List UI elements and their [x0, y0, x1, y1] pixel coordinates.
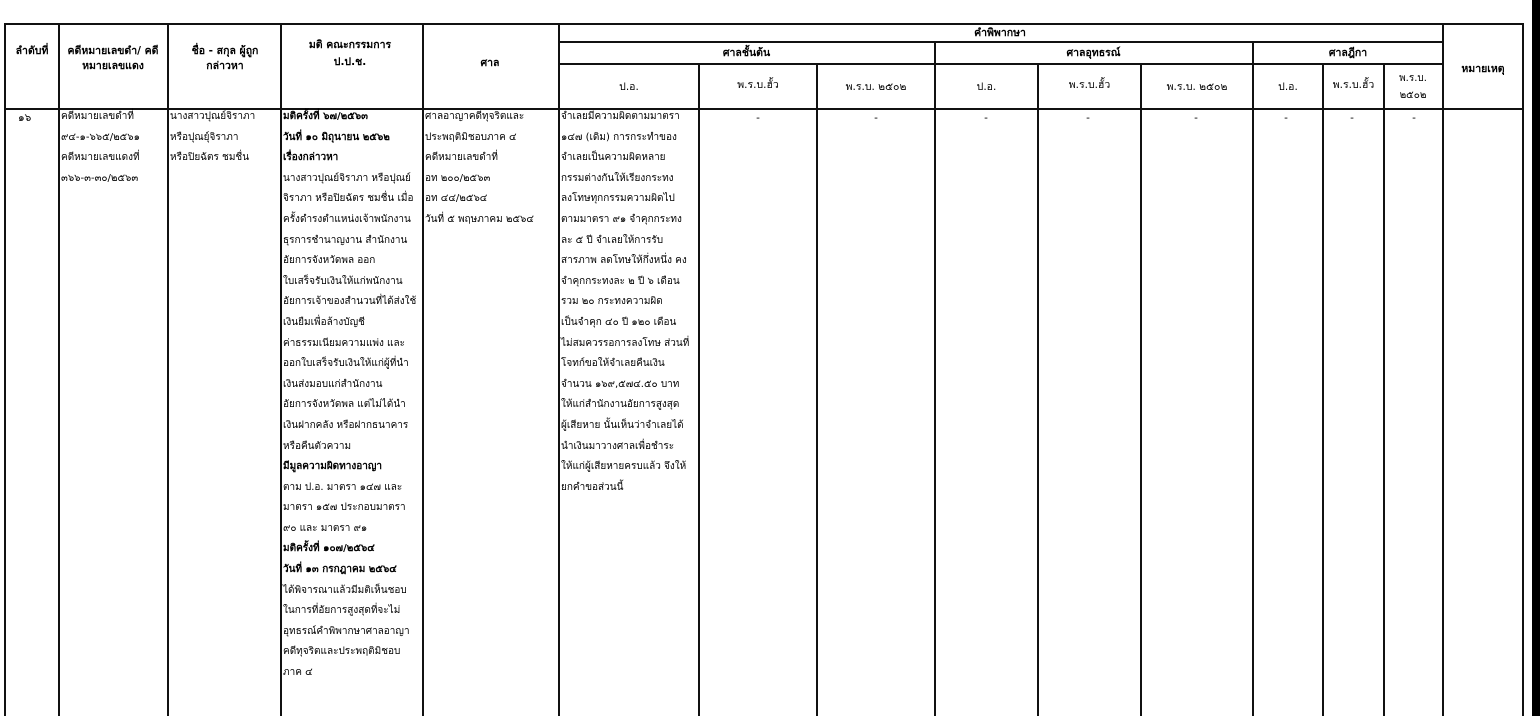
judgment-line: ๑๔๗ (เดิม) การกระทำของ	[561, 131, 677, 143]
judgment-line: กรรมต่างกันให้เรียงกระทง	[561, 172, 674, 184]
col-border-first-end	[934, 41, 936, 716]
dash-first-2502: -	[874, 112, 878, 124]
accused-name-line: หรือปิยฉัตร ชมชื่น	[170, 152, 250, 164]
resolution-line: มาตรา ๑๕๗ ประกอบมาตรา	[283, 502, 406, 514]
row-order: ๑๖	[18, 112, 32, 124]
dash-supreme-2502: -	[1412, 112, 1416, 124]
header-court: ศาล	[480, 57, 500, 69]
judgment-line: รวม ๒๐ กระทงความผิด	[561, 296, 663, 308]
dash-appeal-2502: -	[1194, 112, 1198, 124]
resolution-line: นางสาวปุณย์จิราภา หรือปุณย์	[283, 172, 411, 184]
table-top-border	[4, 23, 1522, 25]
row-judgment-first-pa	[561, 107, 689, 498]
judgment-divider	[558, 41, 1442, 43]
accused-name-line: นางสาวปุณย์จิราภา	[170, 111, 256, 122]
judgment-line: เป็นจำคุก ๔๐ ปี ๑๒๐ เดือน	[561, 316, 677, 328]
resolution-line: ๙๐ และ มาตรา ๙๑	[283, 522, 368, 534]
col-border-order	[58, 23, 60, 716]
scan-edge	[1532, 0, 1540, 716]
court-line: ประพฤติมิชอบภาค ๔	[425, 131, 517, 143]
case-number-line: คดีหมายเลขดำที่	[61, 111, 134, 122]
resolution-line: ค่าธรรมเนียมความแพ่ง และ	[283, 337, 406, 349]
resolution-line: เงินฝากคลัง หรือฝากธนาคาร	[283, 419, 409, 431]
col-border-judgment-end	[1442, 23, 1444, 716]
col-border-appeal-anti	[1140, 63, 1142, 716]
resolution-line: อัยการเจ้าของสำนวนที่ได้ส่งใช้	[283, 296, 417, 308]
judgment-line: จำคุกกระทงละ ๒ ปี ๖ เดือน	[561, 275, 680, 287]
court-line: อท ๔๔/๒๕๖๔	[425, 193, 488, 205]
resolution-line: มติครั้งที่ ๖๗/๒๕๖๓	[283, 111, 368, 122]
header-supreme-2502: พ.ร.บ. ๒๕๐๒	[1399, 73, 1427, 101]
header-case-no: คดีหมายเลขดำ/ คดีหมายเลขแดง	[67, 45, 159, 72]
resolution-line: ได้พิจารณาแล้วมีมติเห็นชอบ	[283, 584, 407, 596]
resolution-line: มติครั้งที่ ๑๐๗/๒๕๖๔	[283, 543, 375, 555]
header-first-anti: พ.ร.บ.ฮั้ว	[737, 79, 779, 91]
header-judgment: คำพิพากษา	[974, 27, 1026, 39]
dash-first-anti: -	[756, 112, 760, 124]
row-court	[425, 107, 534, 231]
col-border-resolution	[422, 23, 424, 716]
resolution-line: จิราภา หรือปิยฉัตร ชมชื่น เมื่อ	[283, 193, 414, 205]
header-first-pa: ป.อ.	[619, 81, 639, 93]
row-resolution	[283, 107, 416, 684]
judgment-line: จำเลยมีความผิดตามมาตรา	[561, 111, 680, 122]
court-line: อท ๒๐๐/๒๕๖๓	[425, 172, 491, 184]
resolution-line: คดีทุจริตและประพฤติมิชอบ	[283, 646, 401, 658]
case-number-line: ๙๔-๑-๖๖๕/๒๕๖๑	[61, 131, 140, 143]
col-border-supreme-pa	[1322, 63, 1324, 716]
header-appeal-pa: ป.อ.	[976, 81, 997, 93]
header-order: ลำดับที่	[15, 45, 49, 57]
header-resolution: มติ คณะกรรมการ ป.ป.ช.	[308, 39, 392, 68]
case-number-line: ๓๖๖-๓-๓๐/๒๕๖๓	[61, 172, 139, 184]
header-court-supreme: ศาลฎีกา	[1328, 47, 1368, 59]
judgment-line: จำเลยเป็นความผิดหลาย	[561, 152, 666, 164]
row-case-number	[61, 107, 140, 189]
resolution-line: มีมูลความผิดทางอาญา	[283, 461, 383, 473]
col-border-first-anti	[816, 63, 818, 716]
judgment-line: ให้แก่ผู้เสียหายครบแล้ว จึงให้	[561, 461, 687, 473]
resolution-line: เรื่องกล่าวหา	[283, 152, 339, 164]
header-first-2502: พ.ร.บ. ๒๕๐๒	[845, 81, 907, 93]
col-border-appeal-end	[1252, 41, 1254, 716]
resolution-line: ภาค ๔	[283, 667, 313, 679]
col-border-case	[167, 23, 169, 716]
resolution-line: วันที่ ๑๓ กรกฎาคม ๒๕๖๔	[283, 564, 397, 576]
header-court-appeal: ศาลอุทธรณ์	[1066, 47, 1121, 59]
resolution-line: หรือคืนตัวความ	[283, 440, 352, 452]
row-accused-name	[170, 107, 255, 169]
case-number-line: คดีหมายเลขแดงที่	[61, 152, 140, 164]
resolution-line: ธุรการชำนาญงาน สำนักงาน	[283, 234, 408, 246]
resolution-line: ใบเสร็จรับเงินให้แก่พนักงาน	[283, 275, 403, 287]
resolution-line: อัยการจังหวัดพล ออก	[283, 255, 376, 267]
court-line: วันที่ ๕ พฤษภาคม ๒๕๖๔	[425, 213, 534, 225]
judgment-line: ยกคำขอส่วนนี้	[561, 481, 624, 493]
dash-supreme-pa: -	[1284, 112, 1288, 124]
resolution-line: อุทธรณ์คำพิพากษาศาลอาญา	[283, 625, 410, 637]
resolution-line: เงินส่งมอบแก่สำนักงาน	[283, 378, 383, 390]
judgment-line: สารภาพ ลดโทษให้กึ่งหนึ่ง คง	[561, 255, 687, 267]
judgment-line: ไม่สมควรรอการลงโทษ ส่วนที่	[561, 337, 690, 349]
header-court-first: ศาลชั้นต้น	[722, 47, 771, 59]
col-border-appeal-pa	[1037, 63, 1039, 716]
col-border-first-pa	[698, 63, 700, 716]
judgment-line: จำนวน ๑๖๙,๕๗๔.๕๐ บาท	[561, 378, 680, 390]
resolution-line: ครั้งดำรงตำแหน่งเจ้าพนักงาน	[283, 213, 411, 225]
judgment-line: ตามมาตรา ๙๑ จำคุกกระทง	[561, 213, 682, 225]
court-level-divider	[558, 63, 1442, 65]
col-border-name	[280, 23, 282, 716]
header-supreme-pa: ป.อ.	[1278, 81, 1298, 93]
dash-supreme-anti: -	[1350, 112, 1354, 124]
col-border-court	[558, 23, 560, 716]
col-border-right	[1522, 23, 1524, 716]
header-name: ชื่อ - สกุล ผู้ถูกกล่าวหา	[191, 45, 259, 72]
resolution-line: ออกใบเสร็จรับเงินให้แก่ผู้ที่นำ	[283, 358, 409, 370]
resolution-line: ตาม ป.อ. มาตรา ๑๔๗ และ	[283, 481, 403, 493]
dash-appeal-anti: -	[1086, 112, 1090, 124]
resolution-line: อัยการจังหวัดพล แต่ไม่ได้นำ	[283, 399, 406, 411]
judgment-line: ลงโทษทุกกรรมความผิดไป	[561, 193, 675, 205]
judgment-line: ละ ๕ ปี จำเลยให้การรับ	[561, 234, 664, 246]
resolution-line: ในการที่อัยการสูงสุดที่จะไม่	[283, 605, 401, 617]
header-appeal-anti: พ.ร.บ.ฮั้ว	[1068, 79, 1111, 91]
dash-appeal-pa: -	[984, 112, 988, 124]
header-supreme-anti: พ.ร.บ.ฮั้ว	[1332, 79, 1375, 91]
col-border-left	[4, 23, 6, 716]
accused-name-line: หรือปุณยุ์จิราภา	[170, 131, 239, 143]
header-remark: หมายเหตุ	[1461, 63, 1505, 75]
judgment-line: ผู้เสียหาย นั้นเห็นว่าจำเลยได้	[561, 419, 684, 431]
court-line: คดีหมายเลขดำที่	[425, 152, 498, 164]
resolution-line: วันที่ ๑๐ มิถุนายน ๒๕๖๒	[283, 131, 390, 143]
court-line: ศาลอาญาคดีทุจริตและ	[425, 111, 525, 122]
judgment-line: นำเงินมาวางศาลเพื่อชำระ	[561, 440, 675, 452]
judgment-line: ให้แก่สำนักงานอัยการสูงสุด	[561, 399, 680, 411]
header-appeal-2502: พ.ร.บ. ๒๕๐๒	[1166, 81, 1228, 93]
judgment-line: โจทก์ขอให้จำเลยคืนเงิน	[561, 358, 665, 370]
col-border-supreme-anti	[1383, 63, 1385, 716]
resolution-line: เงินยืมเพื่อล้างบัญชี	[283, 316, 365, 328]
